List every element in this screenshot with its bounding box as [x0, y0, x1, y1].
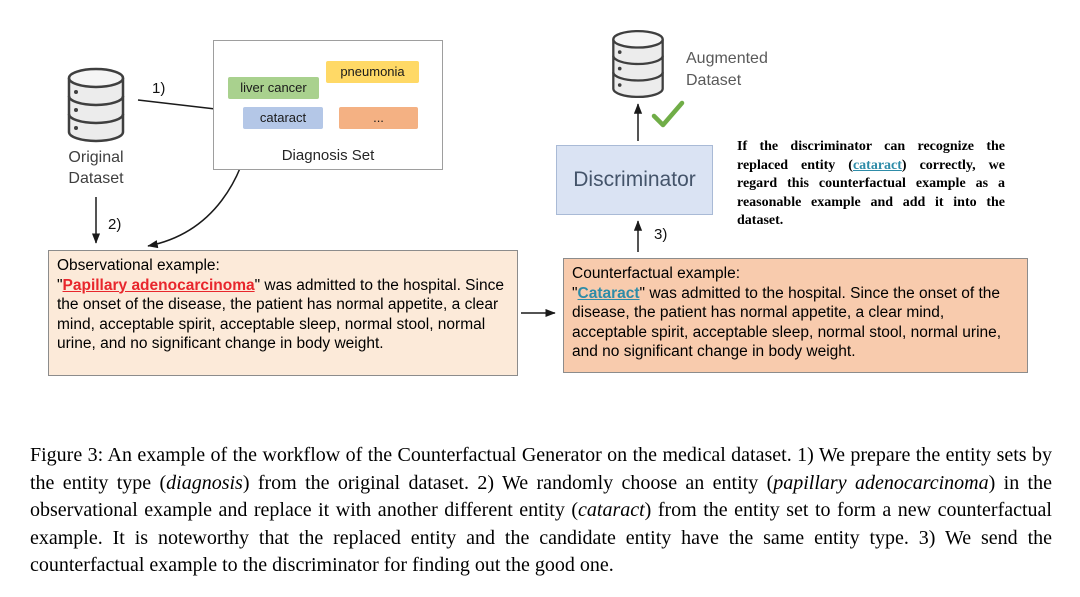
augmented-dataset-label-line1: Augmented [686, 50, 768, 67]
tag-pneumonia: pneumonia [326, 61, 419, 83]
diagnosis-set-box [213, 40, 443, 170]
counterfactual-rest: " was admitted to the hospital. Since the onset of the disease, the patient has normal appetite, a clear mind, acceptable spirit, acceptable sleep, normal stool, normal urine, and no significant change in body weight. [572, 284, 1002, 360]
database-icon [61, 66, 131, 144]
original-dataset-icon [61, 66, 131, 149]
arrow-step1 [138, 100, 224, 110]
note-text-post: ) correctly, we regard this counterfactual example as a reasonable example and add it into the dataset. [737, 157, 1005, 228]
augmented-dataset-label [686, 48, 768, 92]
caption-segment-italic: diagnosis [166, 471, 243, 494]
database-icon [606, 28, 670, 100]
augmented-dataset-label-line2: Dataset [686, 72, 742, 89]
observational-example-box [48, 250, 518, 376]
caption-segment: ) from the original dataset. 2) We randomly choose an entity ( [242, 471, 774, 494]
diagnosis-set-title: Diagnosis Set [281, 147, 375, 164]
original-dataset-label-line1: Original [68, 149, 124, 166]
quote-open: " [57, 276, 63, 294]
caption-segment: Figure 3: An example of the workflow of the Counterfactual Generator on the medical dataset. 1) We prepare the entity sets by the entity type ( [30, 444, 1052, 494]
counterfactual-example-box [563, 258, 1028, 373]
original-dataset-label [46, 147, 146, 189]
caption-segment: ) in the observational example and replace it with another different entity ( [30, 471, 1052, 521]
caption-segment-italic: papillary adenocarcinoma [773, 471, 989, 494]
observational-example-body [57, 276, 509, 354]
counterfactual-entity: Cataract [577, 284, 640, 302]
discriminator-box [556, 145, 713, 215]
tag-ellipsis: ... [339, 107, 418, 129]
note-entity-cataract: cataract [852, 157, 902, 173]
tag-cataract: cataract [243, 107, 323, 129]
counterfactual-example-title: Counterfactual example: [572, 265, 741, 282]
step-2-label: 2) [108, 216, 122, 233]
figure-caption [30, 442, 1052, 580]
observational-entity: Papillary adenocarcinoma [62, 276, 255, 294]
observational-rest: " was admitted to the hospital. Since the onset of the disease, the patient has normal appetite, a clear mind, acceptable spirit, acceptable sleep, normal stool, normal urine, and no significant change in body weight. [57, 276, 504, 352]
checkmark-icon [650, 100, 686, 135]
discriminator-note [737, 138, 1005, 231]
quote-open: " [572, 284, 578, 302]
step-3-label: 3) [654, 226, 668, 243]
tag-liver-cancer: liver cancer [228, 77, 319, 99]
note-text-pre: If the discriminator can recognize the replaced entity ( [737, 139, 1005, 173]
discriminator-label: Discriminator [573, 168, 696, 191]
caption-segment-italic: cataract [578, 499, 645, 521]
observational-example-title: Observational example: [57, 257, 220, 274]
caption-segment: ) from the entity set to form a new counterfactual example. It is noteworthy that the replaced entity and the candidate entity have the same entity type. 3) We send the counterfactual example to the discriminator for finding out the good one. [30, 499, 1052, 576]
original-dataset-label-line2: Dataset [68, 170, 124, 187]
step-1-label: 1) [152, 80, 166, 97]
counterfactual-example-body [572, 284, 1019, 362]
augmented-dataset-icon [606, 28, 670, 105]
